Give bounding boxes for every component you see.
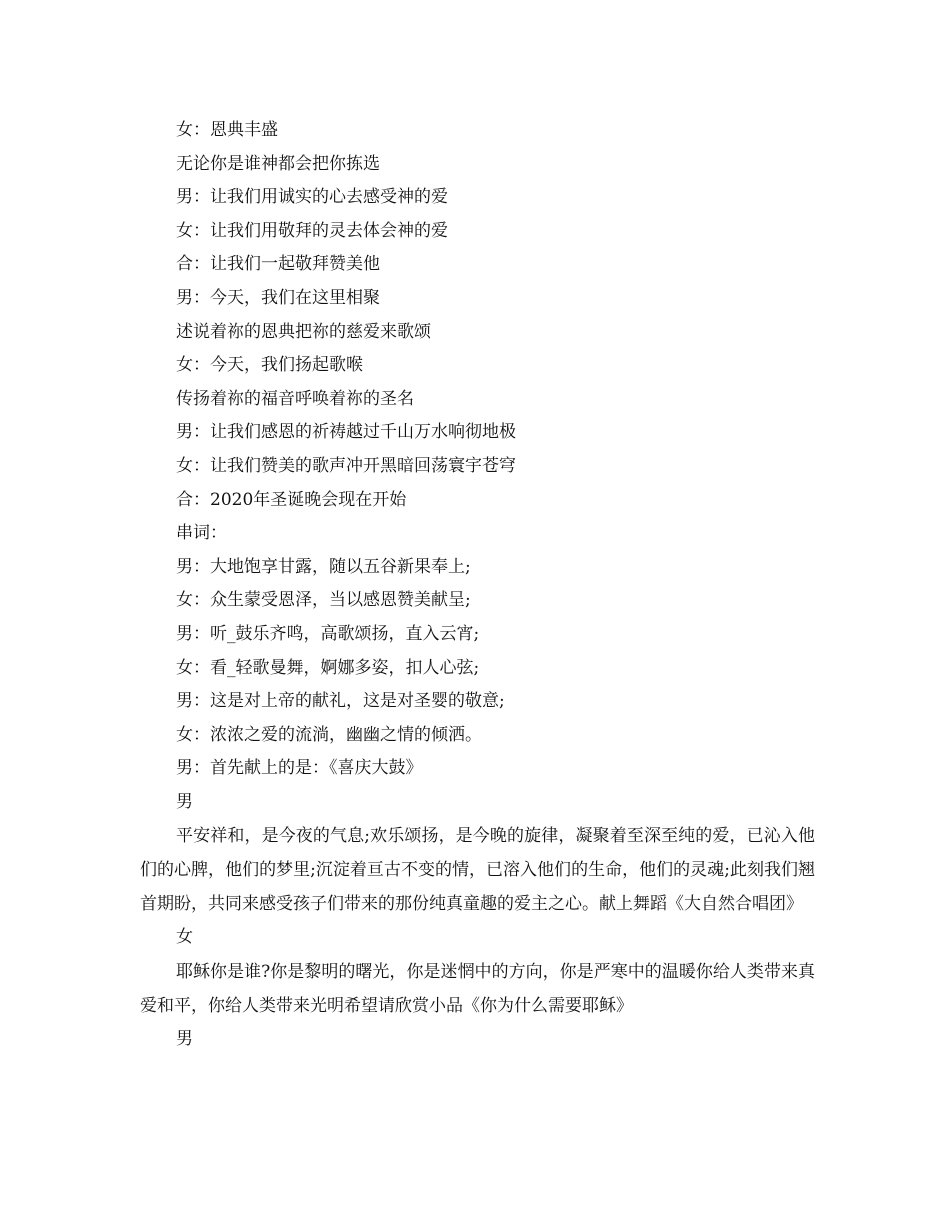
speaker-label: 女 xyxy=(176,927,193,948)
text-line: 合：让我们一起敬拜赞美他 xyxy=(176,254,380,275)
text-line: 男：大地饱享甘露，随以五谷新果奉上; xyxy=(176,556,471,577)
text-line: 男：首先献上的是：《喜庆大鼓》 xyxy=(176,758,423,779)
speaker-label: 男 xyxy=(176,1029,193,1050)
text-line: 女：今天，我们扬起歌喉 xyxy=(176,355,363,376)
text-line: 女：浓浓之爱的流淌，幽幽之情的倾洒。 xyxy=(176,724,482,745)
text-line: 传扬着祢的福音呼唤着祢的圣名 xyxy=(176,388,414,409)
paragraph: 耶稣你是谁?你是黎明的曙光，你是迷惘中的方向，你是严寒中的温暖你给人类带来真爱和平，你给人类带来光明希望请欣赏小品《你为什么需要耶稣》 xyxy=(140,962,815,1017)
text-line: 合：2020年圣诞晚会现在开始 xyxy=(176,489,407,510)
text-line: 女：让我们赞美的歌声冲开黑暗回荡寰宇苍穹 xyxy=(176,455,516,476)
text-line: 男：今天，我们在这里相聚 xyxy=(176,287,380,308)
text-line: 男：让我们感恩的祈祷越过千山万水响彻地极 xyxy=(176,422,516,443)
speaker-label: 男 xyxy=(176,791,193,812)
text-line: 男：听_鼓乐齐鸣，高歌颂扬，直入云宵; xyxy=(176,623,480,644)
text-line: 述说着祢的恩典把祢的慈爱来歌颂 xyxy=(176,321,431,342)
text-line: 无论你是谁神都会把你拣选 xyxy=(176,153,380,174)
document-body xyxy=(140,114,815,1057)
text-line: 男：让我们用诚实的心去感受神的爱 xyxy=(176,187,448,208)
text-line: 男：这是对上帝的献礼，这是对圣婴的敬意; xyxy=(176,691,505,712)
text-line: 女：让我们用敬拜的灵去体会神的爱 xyxy=(176,220,448,241)
text-line: 串词： xyxy=(176,523,227,544)
text-line: 女：看_轻歌曼舞，婀娜多姿，扣人心弦; xyxy=(176,657,480,678)
text-line: 女：众生蒙受恩泽，当以感恩赞美献呈; xyxy=(176,590,471,611)
text-line: 女：恩典丰盛 xyxy=(176,120,278,140)
paragraph: 平安祥和，是今夜的气息;欢乐颂扬，是今晚的旋律，凝聚着至深至纯的爱，已沁入他们的心脾，他们的梦里;沉淀着亘古不变的情，已溶入他们的生命，他们的灵魂;此刻我们翘首期盼，共同来感受孩子们带来的那份纯真童趣的爱主之心。献上舞蹈《大自然合唱团》 xyxy=(140,826,815,915)
